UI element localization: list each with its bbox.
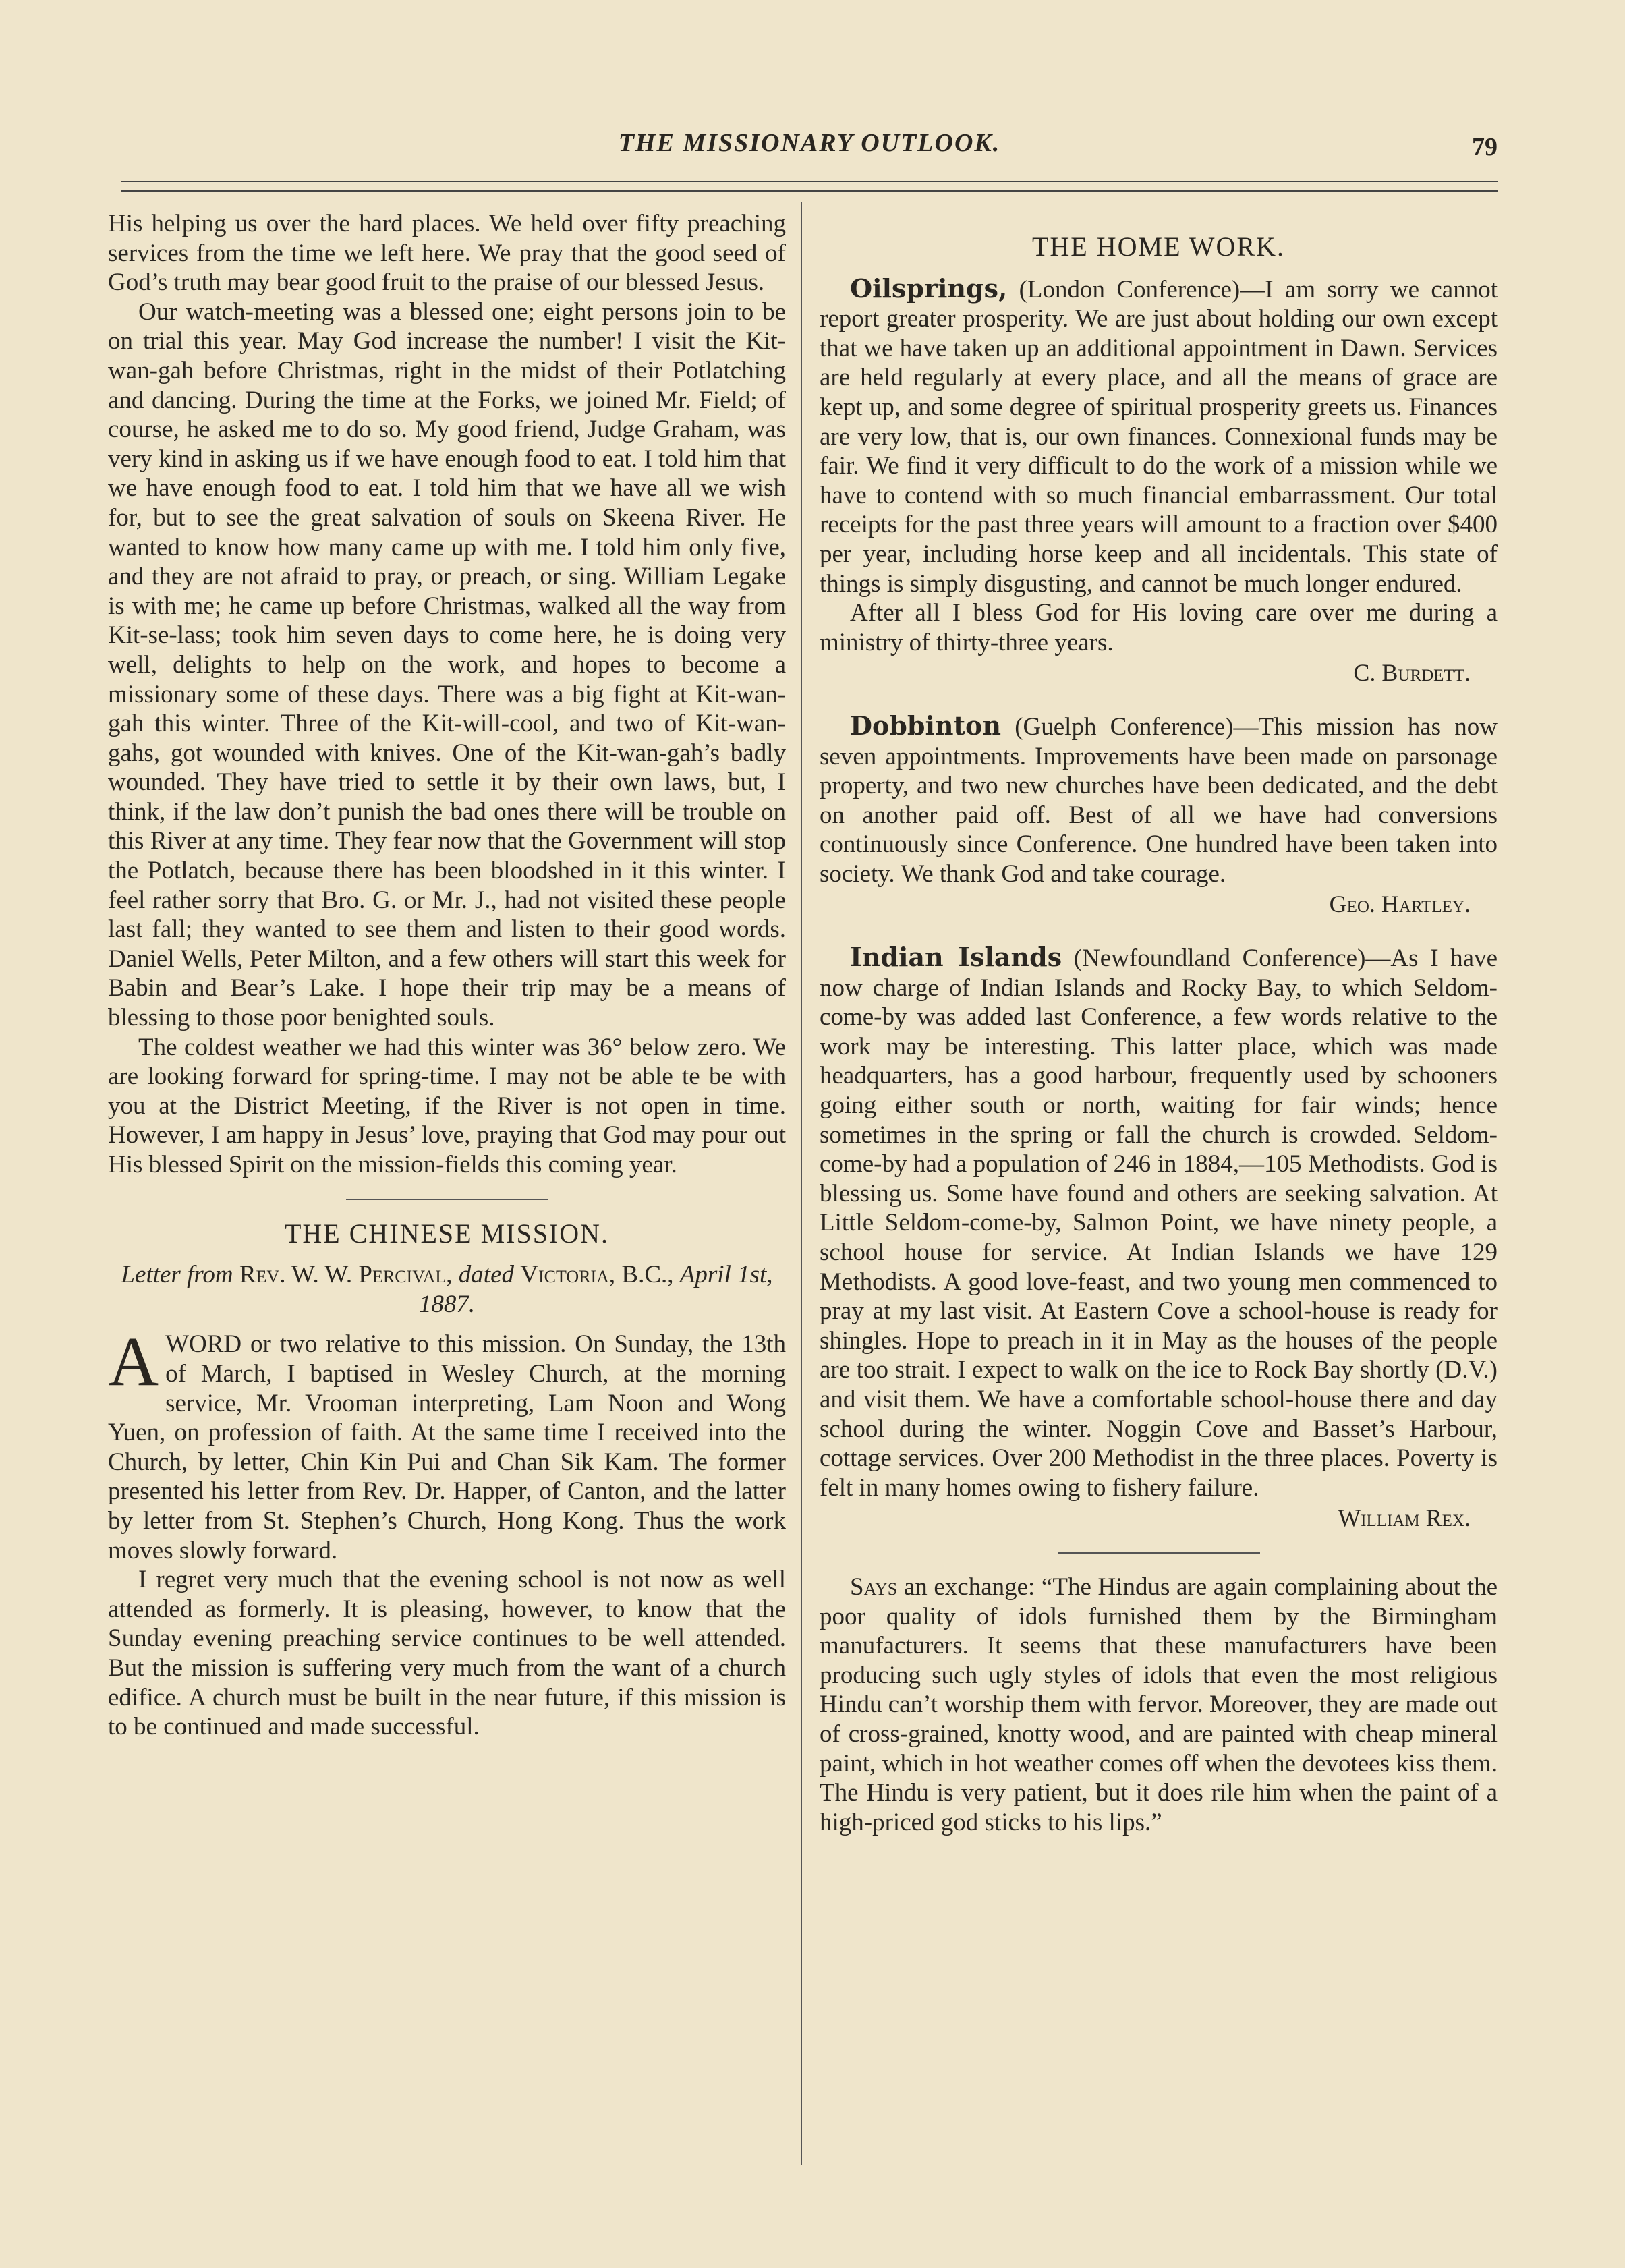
left-column xyxy=(108,209,786,1742)
report-paragraph xyxy=(820,711,1498,889)
report-text: (Newfoundland Conference)—As I have now charge of Indian Islands and Rocky Bay, to which Seldom-come-by was added last Conference, a few words relative to the work may be interesting. This latter place, which was made headquarters, has a good harbour, frequently used by schooners going either south or north, waiting for fair winds; hence sometimes in the spring or fall the church is crowded. Seldom-come-by had a population of 246 in 1884,—105 Methodists. God is blessing us. Some have found and others are seeking salvation. At Little Seldom-come-by, Salmon Point, we have ninety people, a school house for service. At Indian Islands we have 129 Methodists. A good love-feast, and two young men commenced to pray at my last visit. At Eastern Cove a school-house is ready for shingles. Hope to preach in it in May as the houses of the people are too strait. I expect to walk on the ice to Rock Bay shortly (D.V.) and visit them. We have a comfortable school-house there and day school during the winter. Noggin Cove and Basset’s Harbour, cottage services. Over 200 Methodist in the three places. Poverty is felt in many homes owing to fishery failure. xyxy=(820,944,1498,1502)
paragraph: I regret very much that the evening school is not now as well attended as formerly. It is pleasing, however, to know that the Sunday evening preaching service continues to be well attended. But the mission is suffering very much from the want of a church edifice. A church must be built in the near future, if this mission is to be continued and made successful. xyxy=(108,1566,786,1741)
report-paragraph: After all I bless God for His loving care over me during a ministry of thirty-three years. xyxy=(820,599,1498,656)
page-header xyxy=(121,128,1498,169)
letter-heading xyxy=(108,1260,786,1319)
drop-cap: A xyxy=(108,1323,159,1401)
report-place: Indian Islands xyxy=(850,942,1062,973)
section-title: THE HOME WORK. xyxy=(1031,231,1285,262)
paragraph xyxy=(108,1323,786,1565)
section-divider xyxy=(346,1199,548,1200)
letter-dated-label: dated xyxy=(458,1261,514,1289)
letter-date: April 1st, 1887. xyxy=(418,1261,773,1318)
column-divider xyxy=(801,202,802,2165)
section-divider xyxy=(1058,1552,1260,1554)
report-text: (Guelph Conference)—This mission has now seven appointments. Improvements have been made on parsonage property, and two new churches have been dedicated, and the debt on another paid off. Best of all we have had conversions continuously since Conference. One hundred have been taken into society. We thank God and take courage. xyxy=(820,712,1498,888)
spacer xyxy=(820,699,1498,711)
paragraph: Our watch-meeting was a blessed one; eight persons join to be on trial this year. May God increase the number! I visit the Kit-wan-gah before Christmas, right in the midst of their Potlatching and dancing. During the time at the Forks, we joined Mr. Field; of course, he asked me to do so. My good friend, Judge Graham, was very kind in asking us if we have enough food to eat. I told him that we have enough food to eat. I told him that we have all we wish for, but to see the great salvation of souls on Skeena River. He wanted to know how many came up with me. I told him only five, and they are not afraid to pray, or preach, or sing. William Legake is with me; he came up before Christmas, walked all the way from Kit-se-lass; took him seven days to come here, he is doing very well, delights to help on the work, and hopes to become a missionary some of these days. There was a big fight at Kit-wan-gah this winter. Three of the Kit-will-cool, and two of Kit-wan-gahs, got wounded with knives. One of the Kit-wan-gah’s badly wounded. They have tried to settle it by their own laws, but, I think, if the law don’t punish the bad ones there will be trouble on this River at any time. They fear now that the Government will stop the Potlatch, because there has been bloodshed in it this winter. I feel rather sorry that Bro. G. or Mr. J., had not visited these people last fall; they wanted to see them and listen to their good words. Daniel Wells, Peter Milton, and a few others will start this week for Babin and Bear’s Lake. I hope their trip may be a means of blessing to those poor benighted souls. xyxy=(108,297,786,1032)
page-number: 79 xyxy=(1472,133,1498,161)
header-rule xyxy=(121,181,1498,192)
letter-from-label: Letter from xyxy=(121,1261,233,1289)
right-column xyxy=(820,209,1498,1837)
report-place: Oilsprings, xyxy=(850,273,1008,304)
report-place: Dobbinton xyxy=(850,710,1002,741)
paragraph-text: WORD or two relative to this mission. On Sunday, the 13th of March, I baptised in Wesley Church, at the morning service, Mr. Vrooman interpreting, Lam Noon and Wong Yuen, on profession of faith. At the same time I received into the Church, by letter, Chin Kin Pui and Chan Sik Kam. The former presented his letter from Rev. Dr. Happer, of Canton, and the latter by letter from St. Stephen’s Church, Hong Kong. Thus the work moves slowly forward. xyxy=(108,1330,786,1564)
report-paragraph xyxy=(820,942,1498,1502)
report-text: (London Conference)—I am sorry we cannot report greater prosperity. We are just about holding our own except that we have taken up an additional appointment in Dawn. Services are held regularly at every place, and all the means of grace are kept up, and some degree of spiritual prosperity greets us. Finances are very low, that is, our own finances. Connexional funds may be fair. We find it very difficult to do the work of a mission while we have to contend with so much financial embarrassment. Our total receipts for the past three years will amount to a fraction over $400 per year, including horse keep and all incidentals. This state of things is simply disgusting, and cannot be much longer endured. xyxy=(820,275,1498,598)
section-title: THE CHINESE MISSION. xyxy=(284,1218,610,1249)
report-paragraph xyxy=(820,274,1498,599)
paragraph: The coldest weather we had this winter was 36° below zero. We are looking forward for spring-time. I may not be able te be with you at the District Meeting, if the River is not open in time. However, I am happy in Jesus’ love, praying that God may pour out His blessed Spirit on the mission-fields this coming year. xyxy=(108,1033,786,1179)
signature: C. Burdett. xyxy=(1353,659,1471,687)
exchange-paragraph xyxy=(820,1572,1498,1837)
letter-place: Victoria, B.C., xyxy=(520,1261,674,1289)
exchange-lead: Says xyxy=(850,1572,898,1601)
spacer xyxy=(820,930,1498,942)
paragraph: His helping us over the hard places. We held over fifty preaching services from the time we left here. We pray that the good seed of God’s truth may bear good fruit to the praise of our blessed Jesus. xyxy=(108,210,786,297)
exchange-text: an exchange: “The Hindus are again complaining about the poor quality of idols furnished them by the Birmingham manufacturers. It seems that these manufacturers have been producing such ugly styles of idols that even the most religious Hindu can’t worship them with fervor. Moreover, they are made out of cross-grained, knotty wood, and are painted with cheap mineral paint, which in hot weather comes off when the devotees kiss them. The Hindu is very patient, but it does rile him when the paint of a high-priced god sticks to his lips.” xyxy=(820,1572,1498,1836)
running-title: THE MISSIONARY OUTLOOK. xyxy=(618,129,1001,157)
signature: William Rex. xyxy=(1338,1504,1471,1532)
signature: Geo. Hartley. xyxy=(1329,890,1471,918)
letter-author: Rev. W. W. Percival, xyxy=(239,1261,453,1289)
